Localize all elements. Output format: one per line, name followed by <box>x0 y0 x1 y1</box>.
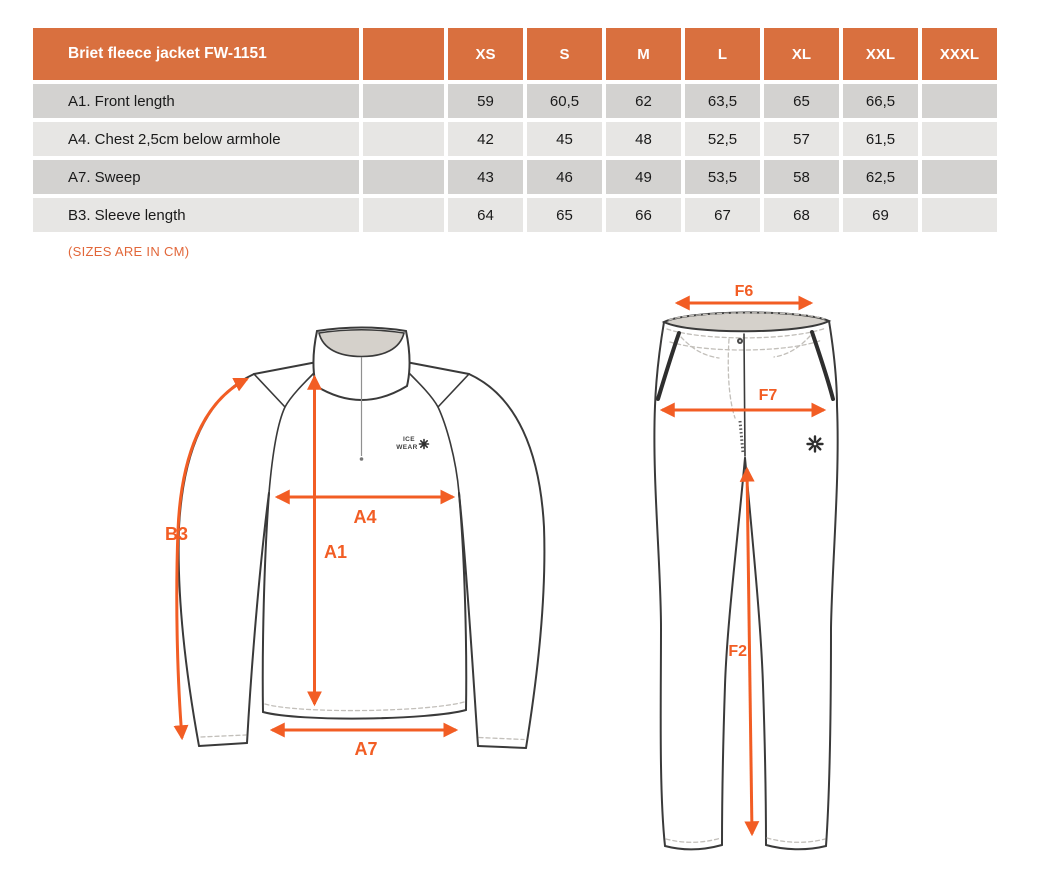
value-cell: 42 <box>448 122 523 156</box>
a4-label: A4 <box>353 507 377 527</box>
value-cell: 46 <box>527 160 602 194</box>
spacer-cell <box>363 84 444 118</box>
jacket-right-raglan-seam <box>407 371 459 493</box>
table-row <box>33 160 997 194</box>
measurement-label: A7. Sweep <box>33 160 359 194</box>
product-title: Briet fleece jacket FW-1151 <box>33 28 359 80</box>
size-header-xs: XS <box>448 28 523 80</box>
value-cell <box>922 122 997 156</box>
table-row <box>33 84 997 118</box>
size-header-xxxl: XXXL <box>922 28 997 80</box>
pants-right-hem <box>766 845 826 849</box>
jacket-left-shoulder <box>254 362 317 374</box>
a1-measure-arrow <box>315 377 348 704</box>
value-cell: 66 <box>606 198 681 232</box>
pants-left-hem-stitch <box>666 838 721 842</box>
table-header-row <box>33 28 997 80</box>
a1-label: A1 <box>324 542 348 562</box>
value-cell <box>922 198 997 232</box>
a7-label: A7 <box>354 739 378 759</box>
size-header-s: S <box>527 28 602 80</box>
pants-right-pocket-opening <box>812 332 833 399</box>
spacer-cell <box>363 160 444 194</box>
value-cell: 49 <box>606 160 681 194</box>
f7-label: F7 <box>758 387 778 404</box>
table-row <box>33 198 997 232</box>
jacket-diagram <box>140 300 570 770</box>
size-header-xxl: XXL <box>843 28 918 80</box>
jacket-right-sleeve-outer <box>469 374 544 748</box>
table-row <box>33 122 997 156</box>
size-header-m: M <box>606 28 681 80</box>
f6-label: F6 <box>734 283 754 300</box>
f2-measure-arrow <box>728 469 752 834</box>
value-cell: 60,5 <box>527 84 602 118</box>
pants-left-hem <box>665 845 722 849</box>
measurement-label: A1. Front length <box>33 84 359 118</box>
jacket-right-shoulder-seam <box>438 374 469 407</box>
pants-waistband-stitch-lower <box>670 340 822 350</box>
value-cell: 68 <box>764 198 839 232</box>
value-cell: 65 <box>527 198 602 232</box>
jacket-right-cuff <box>478 746 526 748</box>
value-cell: 48 <box>606 122 681 156</box>
jacket-chest-logo <box>396 436 428 451</box>
size-header-l: L <box>685 28 760 80</box>
value-cell: 53,5 <box>685 160 760 194</box>
measurement-label: B3. Sleeve length <box>33 198 359 232</box>
f2-label: F2 <box>728 643 747 660</box>
value-cell: 62,5 <box>843 160 918 194</box>
jacket-hem-stitch <box>265 702 464 711</box>
value-cell: 59 <box>448 84 523 118</box>
value-cell: 45 <box>527 122 602 156</box>
spacer-cell <box>363 198 444 232</box>
f6-measure-arrow <box>677 283 811 303</box>
a4-measure-arrow <box>277 497 453 527</box>
jacket-left-side <box>263 493 269 712</box>
pants-fly-stitch <box>728 339 735 418</box>
pants-fly-center-line <box>744 334 745 456</box>
snowflake-icon <box>808 437 823 452</box>
value-cell: 66,5 <box>843 84 918 118</box>
size-chart-table <box>29 24 1001 236</box>
value-cell: 69 <box>843 198 918 232</box>
jacket-left-shoulder-seam <box>254 374 285 407</box>
value-cell: 63,5 <box>685 84 760 118</box>
header-spacer-cell <box>363 28 444 80</box>
logo-text-line1: ICE <box>402 436 416 443</box>
pants-left-outer-seam <box>654 322 665 846</box>
a7-measure-arrow <box>272 730 456 759</box>
value-cell: 58 <box>764 160 839 194</box>
jacket-right-cuff-stitch <box>479 738 524 740</box>
f7-measure-arrow <box>662 387 824 410</box>
size-header-xl: XL <box>764 28 839 80</box>
pants-right-hem-stitch <box>767 838 825 842</box>
jacket-left-cuff-stitch <box>201 735 246 737</box>
jacket-right-shoulder <box>406 362 469 374</box>
pants-diagram <box>640 277 850 872</box>
jacket-zipper-pull <box>360 457 364 461</box>
measurement-label: A4. Chest 2,5cm below armhole <box>33 122 359 156</box>
value-cell <box>922 160 997 194</box>
value-cell: 62 <box>606 84 681 118</box>
jacket-left-sleeve-outer <box>179 374 254 746</box>
value-cell: 67 <box>685 198 760 232</box>
b3-label: B3 <box>164 524 188 544</box>
value-cell: 57 <box>764 122 839 156</box>
jacket-left-cuff <box>199 743 247 746</box>
pants-button-center <box>739 340 741 342</box>
b3-measure-arrow <box>165 379 247 738</box>
jacket-hem <box>263 710 466 719</box>
value-cell: 52,5 <box>685 122 760 156</box>
snowflake-icon <box>420 440 429 449</box>
value-cell <box>922 84 997 118</box>
value-cell: 43 <box>448 160 523 194</box>
logo-text-line2: WEAR <box>396 444 418 451</box>
jacket-left-raglan-seam <box>269 371 316 493</box>
value-cell: 64 <box>448 198 523 232</box>
value-cell: 61,5 <box>843 122 918 156</box>
units-note: (SIZES ARE IN CM) <box>68 244 190 259</box>
value-cell: 65 <box>764 84 839 118</box>
spacer-cell <box>363 122 444 156</box>
pants-fly-zipper-teeth <box>740 421 743 453</box>
